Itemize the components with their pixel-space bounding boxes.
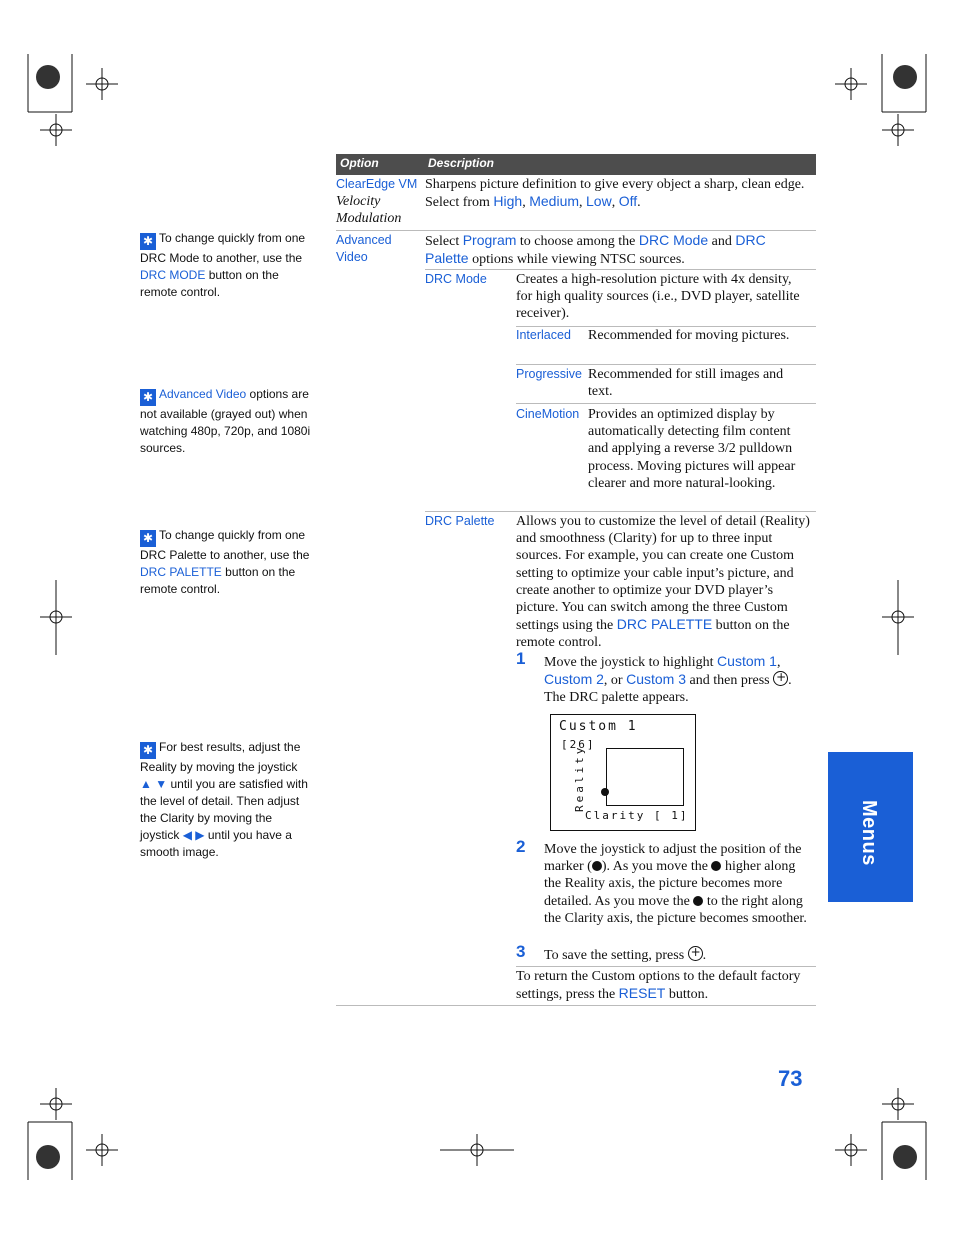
drc-palette-button-ref: DRC PALETTE — [140, 565, 222, 579]
divider — [425, 511, 816, 512]
step-number: 2 — [516, 837, 526, 856]
ref-custom-2: Custom 2 — [544, 671, 604, 688]
drc-palette-button-ref: DRC PALETTE — [616, 616, 713, 633]
step-1-text: Move the joystick to highlight Custom 1, Custom 2, or Custom 3 and then press + . The DRC palette appears. — [544, 653, 812, 707]
section-tab-menus — [828, 752, 913, 902]
note-text: button on the remote control. — [140, 268, 279, 299]
column-header-description: Description — [428, 156, 495, 170]
ref-drc-palette: DRC Palette — [425, 232, 766, 267]
tip-note-advanced-video — [140, 386, 312, 457]
desc-text: , or — [603, 673, 623, 689]
advanced-video-ref: Advanced Video — [159, 387, 247, 401]
option-interlaced: Interlaced — [516, 328, 571, 342]
section-tab-label: Menus — [858, 800, 880, 866]
joystick-button-icon — [773, 671, 788, 686]
desc-text: to choose among the — [519, 234, 636, 249]
step-2-text — [544, 841, 812, 927]
arrow-right-icon: ▶ — [195, 828, 205, 842]
desc-text: Sharpens picture definition to give every object a sharp, clean edge. Select from — [425, 177, 805, 211]
page-number: 73 — [778, 1066, 803, 1091]
marker-dot-icon — [592, 861, 602, 871]
arrow-down-icon: ▼ — [155, 777, 168, 791]
option-drc-mode: DRC Mode — [425, 272, 487, 286]
table-header — [336, 154, 816, 175]
drc-mode-button-ref: DRC MODE — [140, 268, 206, 282]
desc-text: To return the Custom options to the default factory settings, press the — [516, 969, 801, 1003]
option-drc-palette: DRC Palette — [425, 514, 495, 528]
option-low: Low — [586, 193, 612, 210]
note-text: options are not available (grayed out) when watching 480p, 720p, and 1080i sources. — [140, 387, 311, 455]
palette-grid — [606, 748, 684, 806]
option-subtitle: Velocity Modulation — [336, 194, 402, 227]
palette-title: Custom 1 — [559, 719, 638, 734]
desc-text: The DRC palette appears. — [544, 690, 689, 706]
drc-palette-diagram — [550, 714, 696, 831]
tip-note-drc-mode — [140, 230, 312, 301]
note-text: until you have a smooth image. — [140, 828, 292, 859]
desc-text: To save the setting, press — [544, 948, 685, 963]
divider — [516, 966, 816, 967]
desc-text: Move the joystick to highlight — [544, 655, 714, 670]
column-header-option: Option — [340, 156, 379, 170]
note-text: For best results, adjust the Reality by moving the joystick — [140, 740, 301, 774]
advanced-video-description — [425, 232, 810, 268]
option-advanced-video: Advanced Video — [336, 233, 392, 265]
desc-text: ). As you move the — [601, 859, 708, 875]
note-text: To change quickly from one DRC Palette to another, use the — [140, 528, 310, 562]
table-bottom-rule — [336, 1005, 816, 1006]
desc-text: options while viewing NTSC sources. — [472, 252, 685, 268]
desc-text: Select — [425, 234, 460, 249]
option-off: Off — [618, 193, 638, 210]
lightbulb-icon: ✱ — [140, 742, 156, 759]
lightbulb-icon: ✱ — [140, 233, 156, 250]
step-number: 3 — [516, 942, 526, 961]
drc-palette-description — [516, 513, 810, 652]
drc-mode-description: Creates a high-resolution picture with 4x density, for high quality sources (i.e., DVD player, satellite receiver). — [516, 272, 800, 322]
divider — [516, 364, 816, 365]
lightbulb-icon: ✱ — [140, 530, 156, 547]
desc-text: higher along the Reality axis, the picture becomes more detailed. As you move the — [544, 859, 796, 909]
reset-note — [516, 968, 810, 1003]
option-high: High — [493, 193, 523, 210]
arrow-left-icon: ◀ — [182, 828, 192, 842]
note-text: button on the remote control. — [140, 565, 296, 596]
tip-note-best-results — [140, 739, 312, 861]
arrow-up-icon: ▲ — [140, 777, 152, 791]
ref-custom-1: Custom 1 — [717, 653, 777, 669]
interlaced-description: Recommended for moving pictures. — [588, 328, 790, 343]
desc-text: to the right along the Clarity axis, the picture becomes smoother. — [544, 893, 807, 926]
option-program: Program — [462, 232, 517, 248]
divider — [425, 269, 816, 270]
ref-custom-3: Custom 3 — [626, 671, 687, 688]
divider — [516, 403, 816, 404]
option-clearedge-vm: ClearEdge VM — [336, 177, 418, 191]
clearedge-description: Sharpens picture definition to give every object a sharp, clean edge. Select from High, Medium, Low, Off. — [425, 177, 805, 211]
note-text: To change quickly from one DRC Mode to another, use the — [140, 231, 306, 265]
lightbulb-icon: ✱ — [140, 389, 156, 406]
option-progressive: Progressive — [516, 367, 582, 381]
note-text: until you are satisfied with the level of detail. Then adjust the Clarity by moving the joystick — [140, 777, 308, 842]
desc-text: Allows you to customize the level of detail (Reality) and smoothness (Clarity) for up to three input sources. For example, you can create one Custom setting to optimize your cable input’s picture, and create another to optimize your DVD player’s picture. You can switch among the three Custom settings using the — [516, 514, 810, 634]
progressive-description: Recommended for still images and text. — [588, 367, 784, 400]
reality-axis-label: Reality — [573, 744, 586, 812]
desc-text: button on the remote control. — [516, 618, 790, 651]
desc-text: and then press — [689, 673, 770, 689]
divider — [336, 230, 816, 231]
marker-dot-icon — [693, 896, 703, 906]
desc-text: button. — [668, 987, 709, 1003]
desc-text: Move the joystick to adjust the position of the marker ( — [544, 842, 802, 875]
step-number: 1 — [516, 649, 526, 668]
marker-dot-icon — [711, 861, 721, 871]
ref-drc-mode: DRC Mode — [638, 232, 709, 248]
clarity-axis-label: Clarity [ 1] — [585, 809, 689, 822]
step-3-text: To save the setting, press + . — [544, 946, 812, 964]
tip-note-drc-palette — [140, 527, 312, 598]
option-cinemotion: CineMotion — [516, 407, 580, 421]
reset-button-ref: RESET — [618, 985, 666, 1002]
reality-value: [26] — [561, 738, 596, 751]
desc-text: and — [711, 234, 732, 249]
palette-marker — [601, 788, 609, 796]
cinemotion-description: Provides an optimized display by automatically detecting film content and applying a reverse 3/2 pulldown process. Moving pictures will appear clearer and more natural-looking. — [588, 407, 796, 491]
option-medium: Medium — [529, 193, 580, 210]
joystick-button-icon — [688, 946, 703, 961]
